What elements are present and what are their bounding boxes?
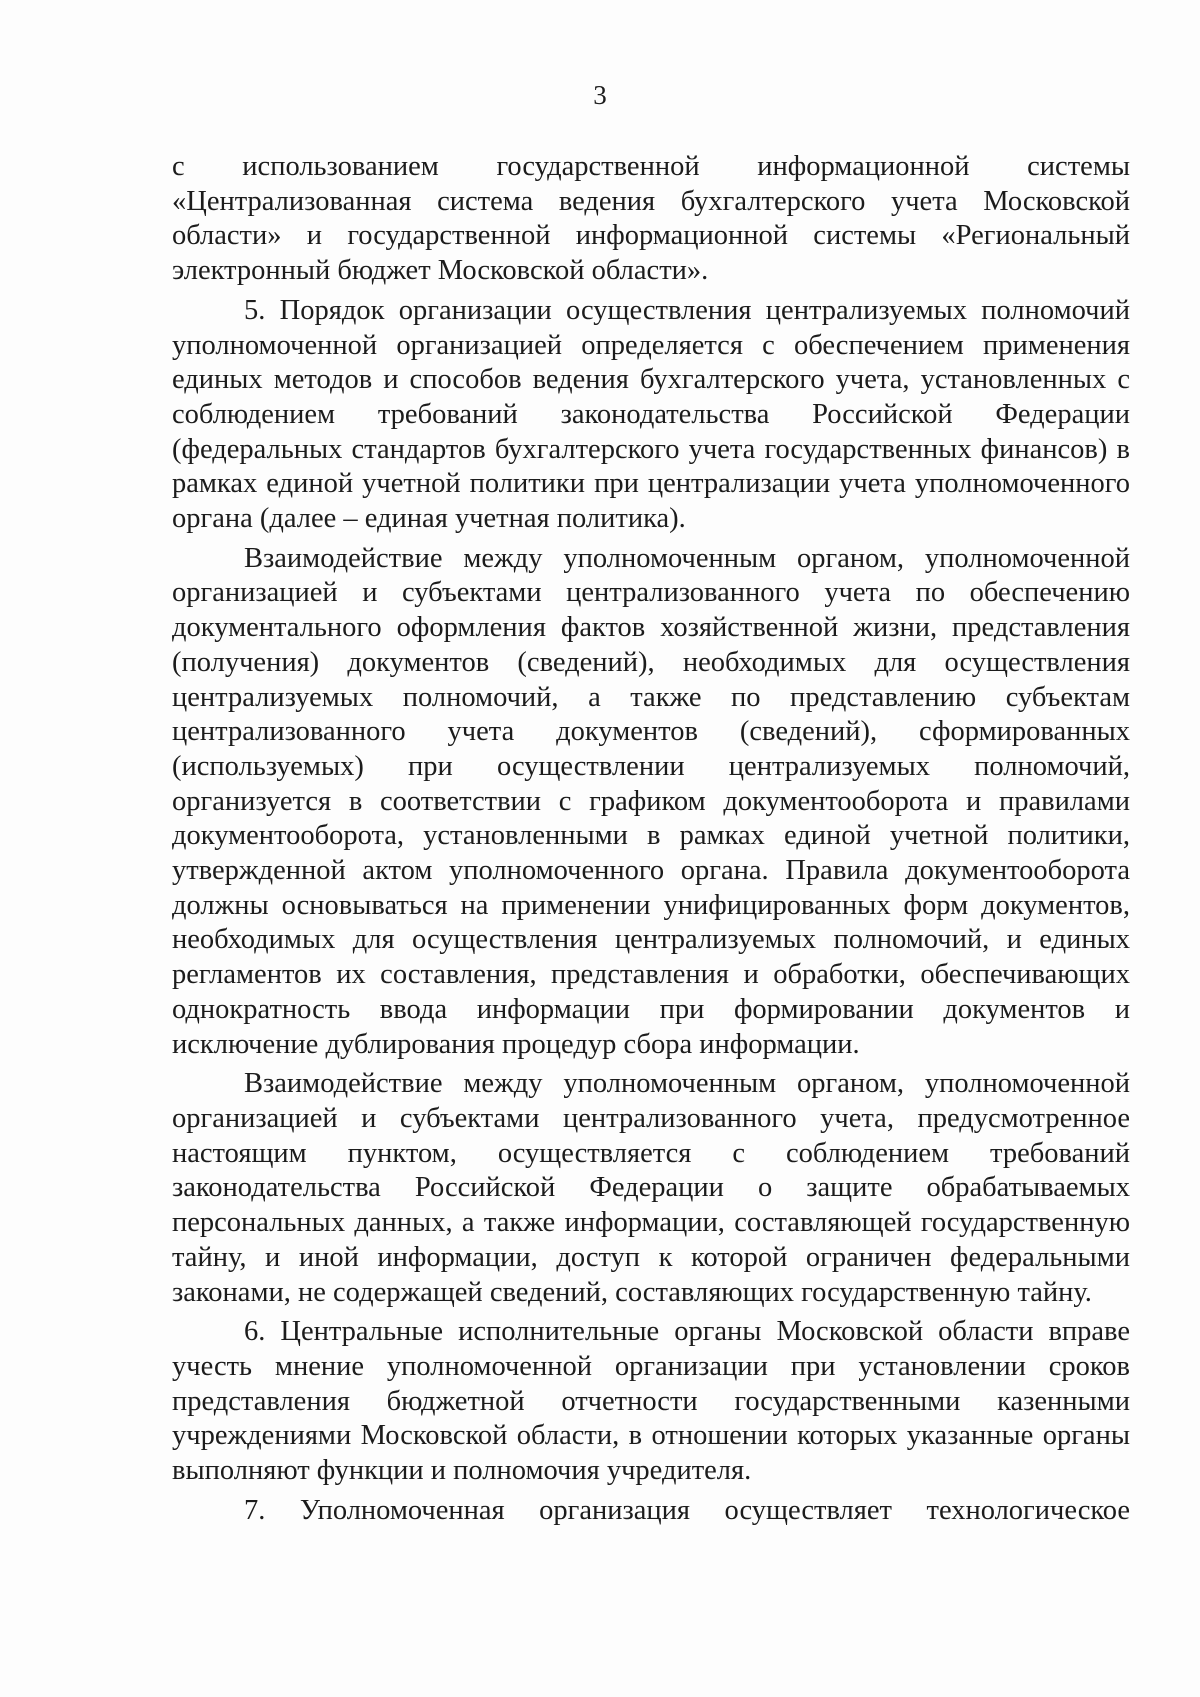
paragraph-item-7: 7. Уполномоченная организация осуществляет технологическое: [244, 1494, 1130, 1526]
paragraph-interaction-data-protection: Взаимодействие между уполномоченным органом, уполномоченной организацией и субъектами централизованного учета, предусмотренное настоящим пунктом, осуществляется с соблюдением требований законодательства Российской Федерации о защите обрабатываемых персональных данных, а также информации, составляющей государственную тайну, и иной информации, доступ к которой ограничен федеральными законами, не содержащей сведений, составляющих государственную тайну.: [172, 1068, 1130, 1308]
paragraph-interaction-document-flow: Взаимодействие между уполномоченным органом, уполномоченной организацией и субъектами централизованного учета по обеспечению документального оформления фактов хозяйственной жизни, представления (получения) документов (сведений), необходимых для осуществления централизуемых полномочий, а также по представлению субъектам централизованного учета документов (сведений), сформированных (используемых) при осуществлении централизуемых полномочий, организуется в соответствии с графиком документооборота и правилами документооборота, установленными в рамках единой учетной политики, утвержденной актом уполномоченного органа. Правила документооборота должны основываться на применении унифицированных форм документов, необходимых для осуществления централизуемых полномочий, и единых регламентов их составления, представления и обработки, обеспечивающих однократность ввода информации при формировании документов и исключение дублирования процедур сбора информации.: [172, 542, 1130, 1060]
paragraph-item-5: 5. Порядок организации осуществления централизуемых полномочий уполномоченной организацией определяется с обеспечением применения единых методов и способов ведения бухгалтерского учета, установленных с соблюдением требований законодательства Российской Федерации (федеральных стандартов бухгалтерского учета государственных финансов) в рамках единой учетной политики при централизации учета уполномоченного органа (далее – единая учетная политика).: [172, 294, 1130, 535]
paragraph-continuation: с использованием государственной информационной системы «Централизованная система ведения бухгалтерского учета Московской области» и государственной информационной системы «Региональный электронный бюджет Московской области».: [172, 151, 1130, 287]
document-body: [172, 150, 1130, 1533]
page-number: 3: [593, 80, 607, 110]
paragraph-item-6: 6. Центральные исполнительные органы Московской области вправе учесть мнение уполномоченной организации при установлении сроков представления бюджетной отчетности государственными казенными учреждениями Московской области, в отношении которых указанные органы выполняют функции и полномочия учредителя.: [172, 1316, 1130, 1487]
